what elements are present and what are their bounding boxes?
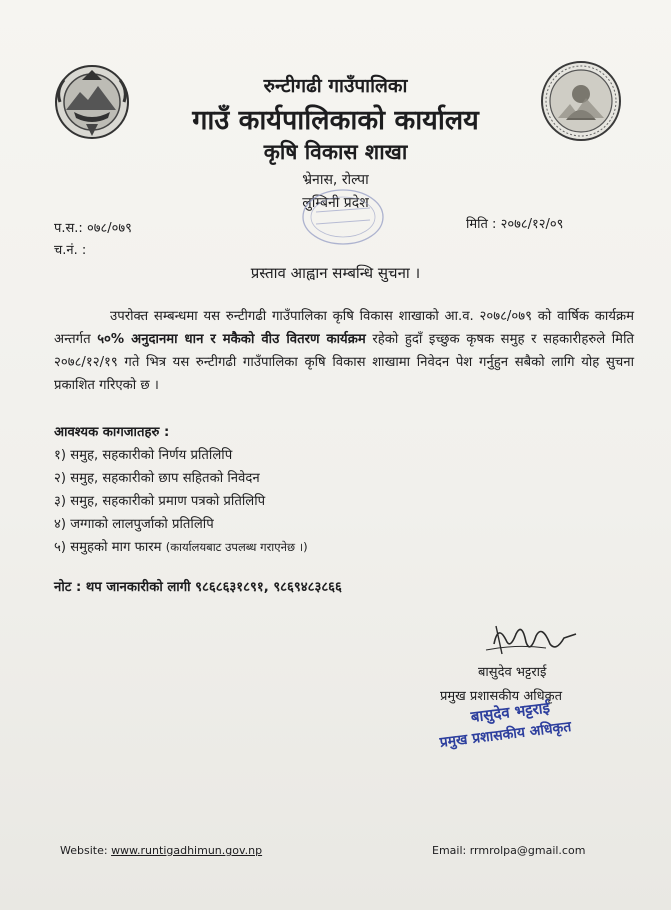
list-item <box>54 537 308 555</box>
footer-website <box>60 844 262 857</box>
office-name: गाउँ कार्यपालिकाको कार्यालय <box>192 105 479 136</box>
reference-number: प.स.: ०७८/०७९ <box>54 221 132 236</box>
stamp-title: प्रमुख प्रशासकीय अधिकृत <box>438 718 573 751</box>
note-line: नोट : थप जानकारीको लागी ९८६८६३१८९१, ९८६९४८३८६६ <box>54 580 342 595</box>
body-text-part2: रहेको हुदाँ इच्छुक कृषक समुह र सहकारीहरुले मिति २०७८/१२/१९ गते भित्र यस रुन्टीगढी गाउँपालिका कृषि विकास शाखामा निवेदन पेश गर्नुहुन सबैको लागि योह सुचना प्रकाशित गरिएको छ । <box>54 332 634 393</box>
body-text-part1: उपरोक्त सम्बन्धमा यस रुन्टीगढी गाउँपालिका कृषि विकास शाखाको आ.व. २०७८/०७९ को वार्षिक कार्यक्रम अन्तर्गत <box>54 309 634 347</box>
documents-heading: आवश्यक कागजातहरु : <box>54 425 170 440</box>
org-name: रुन्टीगढी गाउँपालिका <box>263 75 408 97</box>
stamp-name: बासुदेव भट्टराई <box>469 698 551 726</box>
website-label: Website: <box>60 844 112 857</box>
list-item: ४) जग्गाको लालपुर्जाको प्रतिलिपि <box>54 517 214 532</box>
section-name: कृषि विकास शाखा <box>263 140 408 164</box>
signature-icon <box>476 614 586 660</box>
list-item: १) समुह, सहकारीको निर्णय प्रतिलिपि <box>54 448 233 463</box>
letter-date: मिति : २०७८/१२/०९ <box>466 217 564 232</box>
list-item-main: ५) समुहको माग फारम <box>54 540 166 555</box>
signer-title: प्रमुख प्रशासकीय अधिकृत <box>440 689 563 704</box>
website-link[interactable]: www.runtigadhimun.gov.np <box>111 844 263 857</box>
address-line1: भ्रेनास, रोल्पा <box>302 172 369 188</box>
body-paragraph <box>54 305 634 397</box>
signer-name: बासुदेव भट्टराई <box>478 665 547 680</box>
office-stamp-icon <box>300 186 386 248</box>
list-item: २) समुह, सहकारीको छाप सहितको निवेदन <box>54 471 260 486</box>
list-item-note: (कार्यालयबाट उपलब्ध गराएनेछ ।) <box>165 540 308 554</box>
footer-email: Email: rrmrolpa@gmail.com <box>432 844 586 857</box>
list-item: ३) समुह, सहकारीको प्रमाण पत्रको प्रतिलिपि <box>54 494 266 509</box>
address-line2: लुम्बिनी प्रदेश <box>302 195 369 211</box>
notice-title: प्रस्ताव आह्वान सम्बन्धि सुचना । <box>250 264 421 282</box>
body-text-bold: ५०% अनुदानमा धान र मकैको वीउ वितरण कार्यक्रम <box>97 332 366 347</box>
dispatch-number: च.नं. : <box>54 243 87 258</box>
